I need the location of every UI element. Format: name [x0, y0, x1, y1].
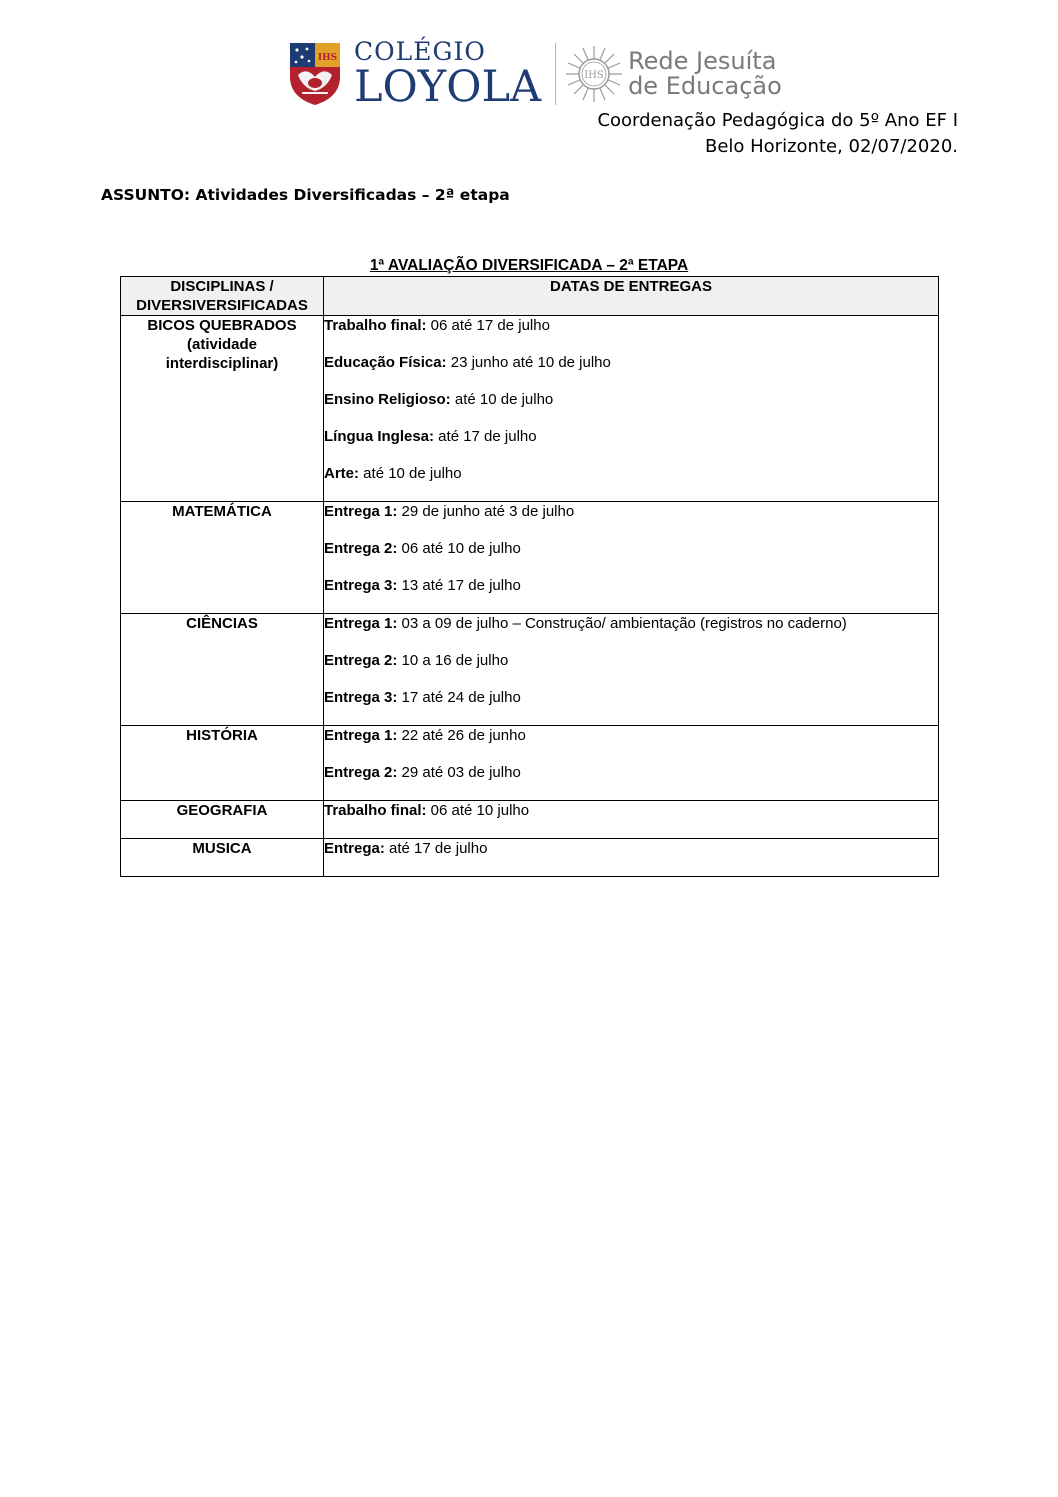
entry-label: Entrega 3:: [324, 577, 398, 594]
entry-label: Arte:: [324, 465, 360, 482]
entry-text: até 10 de julho: [450, 391, 554, 408]
entry-text: 06 até 10 julho: [426, 802, 530, 819]
place-date-line: Belo Horizonte, 02/07/2020.: [704, 136, 958, 157]
entry-text: 17 até 24 de julho: [397, 689, 521, 706]
discipline-name: MUSICA: [192, 840, 252, 857]
dates-cell: [324, 726, 939, 801]
date-entry: [324, 839, 938, 876]
entry-text: 13 até 17 de julho: [397, 577, 521, 594]
discipline-cell: [121, 502, 324, 614]
entry-label: Língua Inglesa:: [324, 428, 435, 445]
table-header-row: [121, 277, 939, 316]
entry-label: Entrega 2:: [324, 764, 398, 781]
entry-text: 22 até 26 de junho: [397, 727, 526, 744]
entry-label: Trabalho final:: [324, 802, 427, 819]
discipline-name: HISTÓRIA: [186, 727, 258, 744]
entry-label: Entrega 2:: [324, 540, 398, 557]
entry-label: Entrega 3:: [324, 689, 398, 706]
entry-text: 29 de junho até 3 de julho: [397, 503, 575, 520]
date-entry: [324, 576, 938, 613]
school-shield-icon: [288, 41, 342, 107]
discipline-note: (atividade: [186, 336, 258, 353]
coordination-line: Coordenação Pedagógica do 5º Ano EF I: [597, 110, 958, 131]
svg-text:IHS: IHS: [584, 70, 604, 81]
date-entry: [324, 502, 938, 539]
date-entry: [324, 763, 938, 800]
column-header-disciplines-line1: DISCIPLINAS /: [170, 278, 274, 295]
discipline-cell: [121, 801, 324, 839]
network-name-line1: Rede Jesuíta: [628, 46, 777, 75]
table-row: [121, 614, 939, 726]
entry-label: Entrega:: [324, 840, 385, 857]
entry-label: Entrega 1:: [324, 727, 398, 744]
entry-text: até 17 de julho: [384, 840, 488, 857]
subject-line: ASSUNTO: Atividades Diversificadas – 2ª etapa: [101, 186, 510, 204]
entry-label: Entrega 2:: [324, 652, 398, 669]
school-logo: [288, 37, 782, 112]
table-row: [121, 801, 939, 839]
college-name: [354, 37, 542, 112]
date-entry: [324, 427, 938, 464]
college-name-line2: LOYOLA: [354, 62, 542, 112]
table-row: [121, 726, 939, 801]
column-header-disciplines: [121, 277, 324, 316]
dates-cell: [324, 316, 939, 502]
date-entry: [324, 316, 938, 353]
entry-text: 03 a 09 de julho – Construção/ ambientação (registros no caderno): [397, 615, 847, 632]
entry-text: 06 até 10 de julho: [397, 540, 521, 557]
entry-label: Educação Física:: [324, 354, 447, 371]
column-header-dates-label: DATAS DE ENTREGAS: [550, 278, 712, 295]
date-entry: [324, 801, 938, 838]
entry-text: 10 a 16 de julho: [397, 652, 509, 669]
entry-text: 23 junho até 10 de julho: [446, 354, 611, 371]
dates-cell: [324, 614, 939, 726]
header-info: [597, 108, 958, 160]
discipline-name: MATEMÁTICA: [172, 503, 272, 520]
date-entry: [324, 726, 938, 763]
dates-cell: [324, 801, 939, 839]
discipline-note: interdisciplinar): [165, 355, 279, 372]
date-entry: [324, 353, 938, 390]
dates-cell: [324, 839, 939, 877]
entry-text: até 17 de julho: [434, 428, 537, 445]
network-name: [628, 46, 782, 100]
date-entry: [324, 688, 938, 725]
table-row: [121, 316, 939, 502]
logo-divider: [555, 43, 556, 105]
discipline-cell: [121, 726, 324, 801]
jesuit-sun-seal-icon: [564, 44, 624, 104]
discipline-cell: [121, 316, 324, 502]
discipline-name: GEOGRAFIA: [176, 802, 268, 819]
college-name-line1: COLÉGIO: [354, 37, 486, 66]
date-entry: [324, 390, 938, 427]
table-title: 1ª AVALIAÇÃO DIVERSIFICADA – 2ª ETAPA: [369, 257, 689, 274]
discipline-name: BICOS QUEBRADOS: [147, 317, 297, 334]
entry-label: Trabalho final:: [324, 317, 427, 334]
entry-text: 06 até 17 de julho: [426, 317, 550, 334]
date-entry: [324, 464, 938, 501]
entry-text: 29 até 03 de julho: [397, 764, 521, 781]
entry-label: Entrega 1:: [324, 503, 398, 520]
discipline-cell: [121, 614, 324, 726]
schedule-table: [120, 276, 939, 877]
table-row: [121, 502, 939, 614]
date-entry: [324, 651, 938, 688]
entry-label: Ensino Religioso:: [324, 391, 451, 408]
date-entry: [324, 539, 938, 576]
entry-text: até 10 de julho: [359, 465, 462, 482]
column-header-disciplines-line2: DIVERSIVERSIFICADAS: [136, 297, 308, 314]
network-name-line2: de Educação: [628, 72, 782, 100]
dates-cell: [324, 502, 939, 614]
column-header-dates: [324, 277, 939, 316]
discipline-cell: [121, 839, 324, 877]
discipline-name: CIÊNCIAS: [186, 615, 258, 632]
table-row: [121, 839, 939, 877]
svg-text:IHS: IHS: [317, 53, 338, 63]
date-entry: [324, 614, 938, 651]
entry-label: Entrega 1:: [324, 615, 398, 632]
